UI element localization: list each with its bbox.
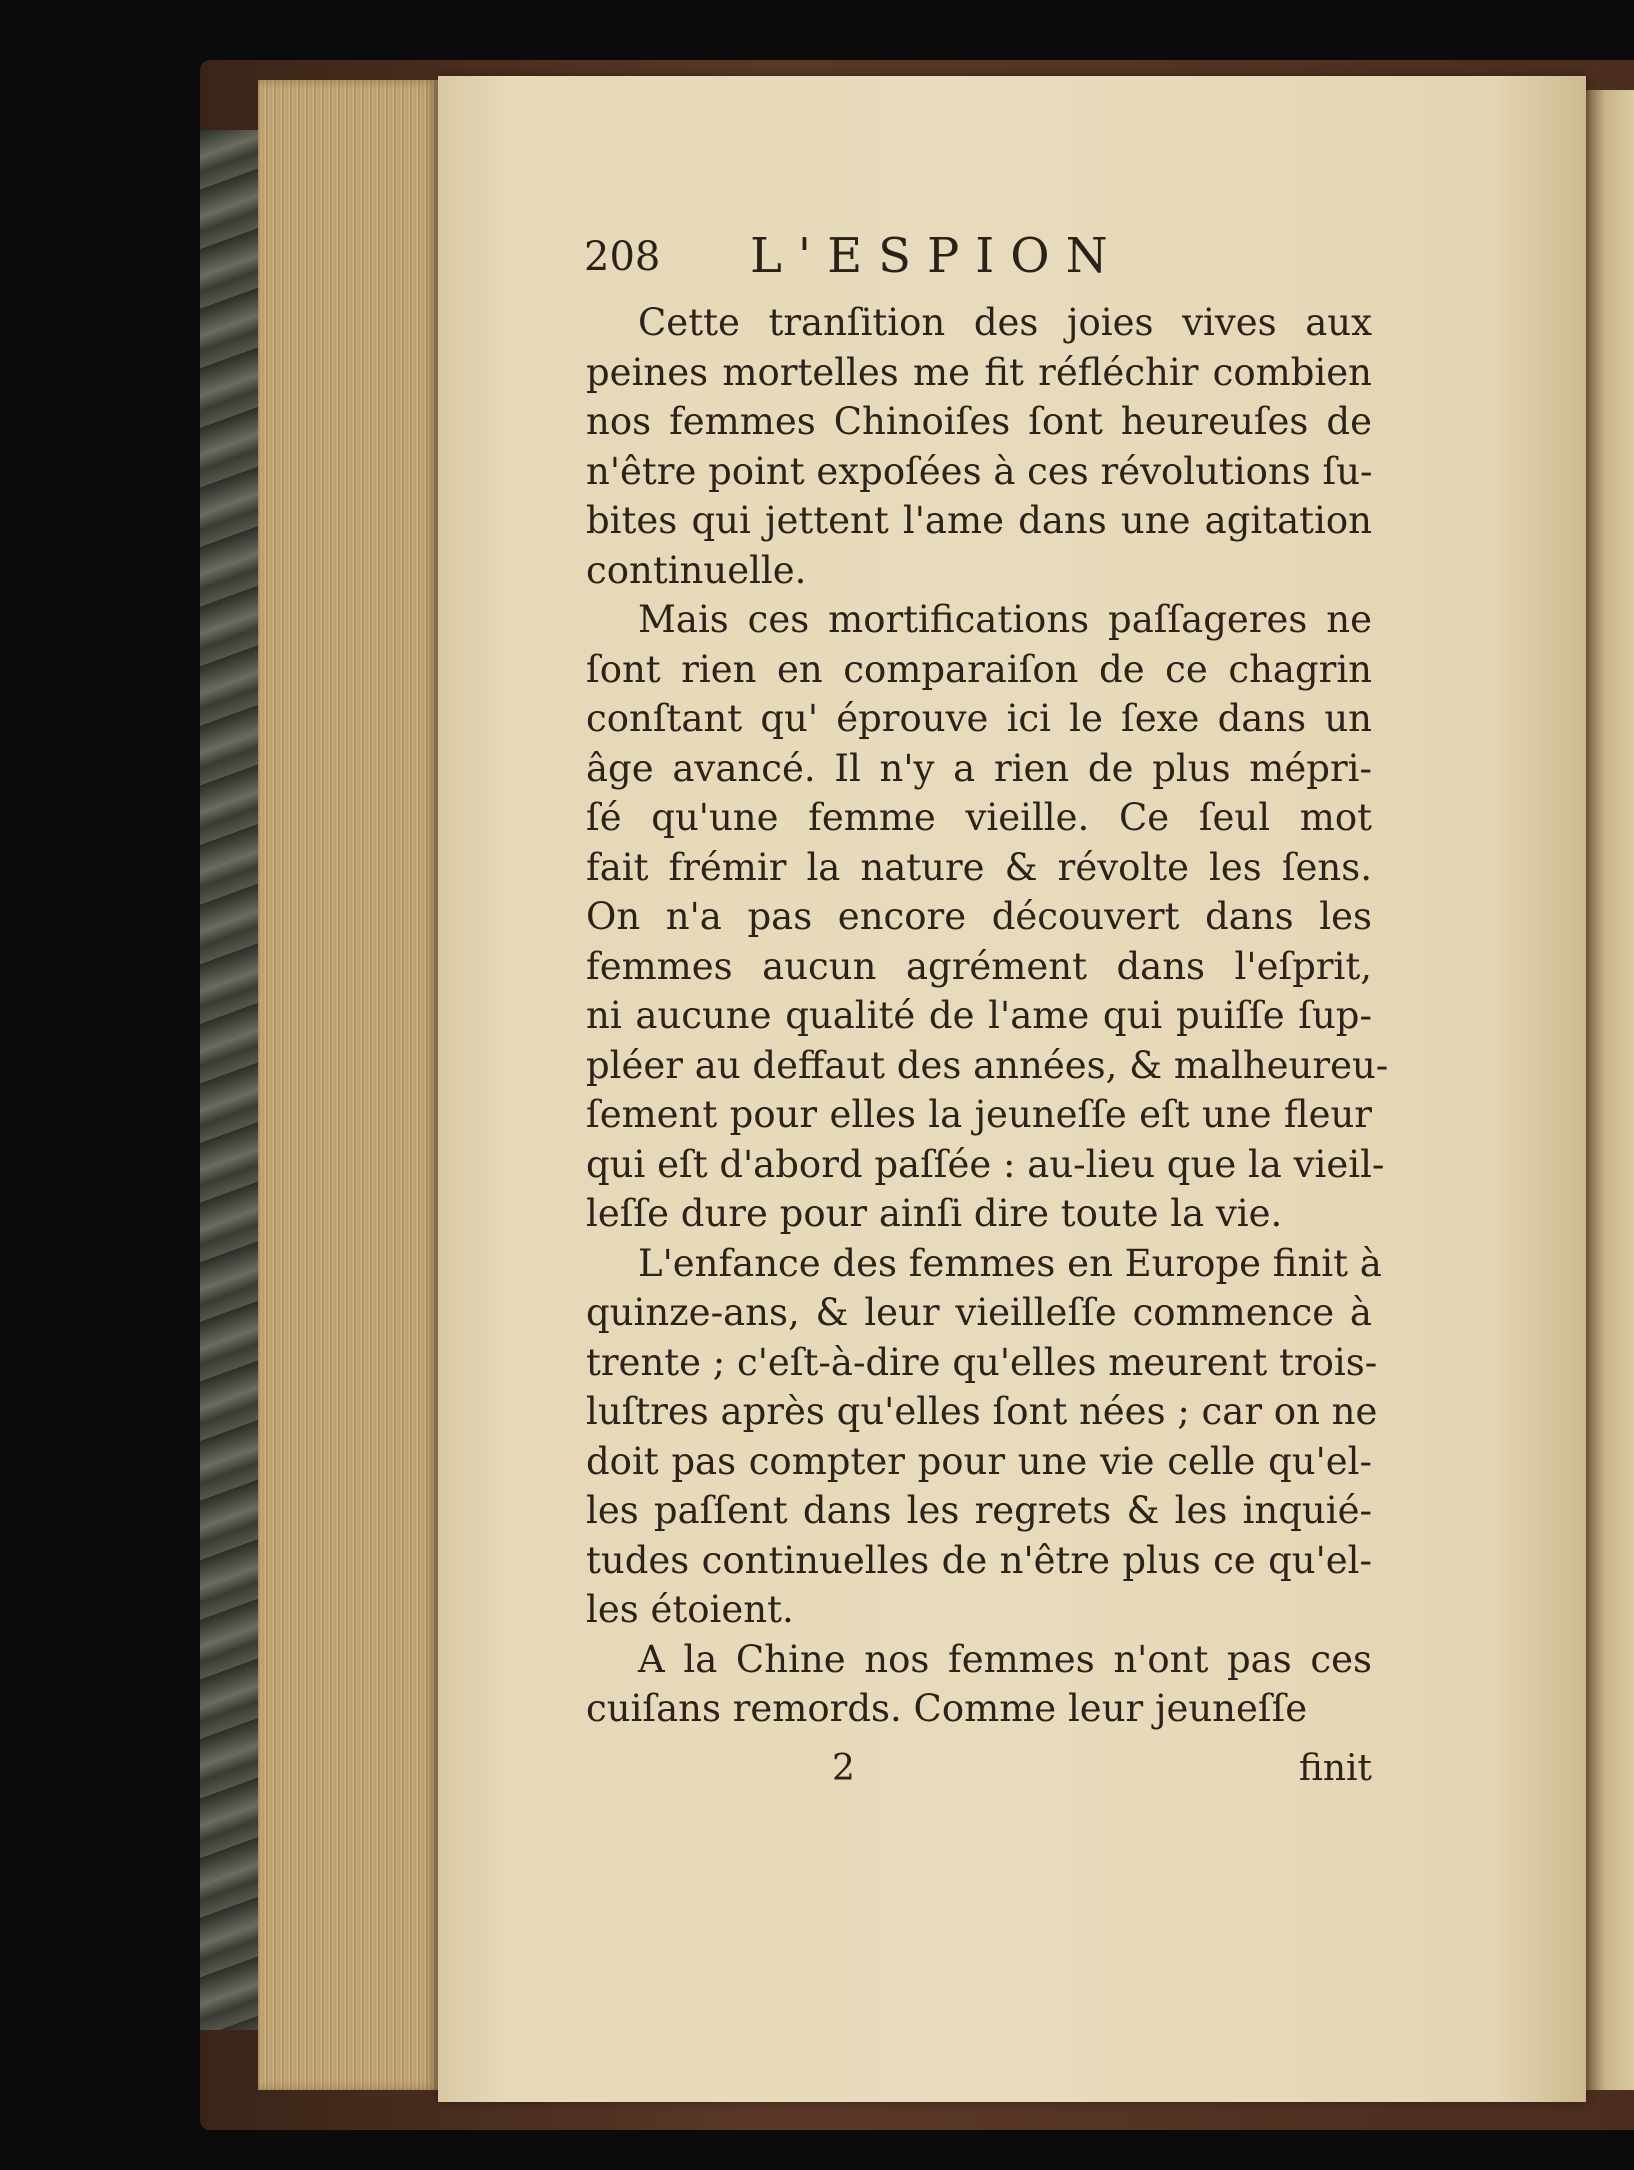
paragraph xyxy=(586,298,1372,595)
text-line: les étoient. xyxy=(586,1588,794,1631)
text-line: conſtant qu' éprouve ici le ſexe dans un xyxy=(586,697,1372,740)
paragraph xyxy=(586,1239,1382,1635)
text-line: luſtres après qu'elles ſont nées ; car on ne xyxy=(586,1390,1378,1433)
text-line: trente ; c'eſt-à-dire qu'elles meurent trois- xyxy=(586,1340,1378,1384)
text-line: peines mortelles me fit réfléchir combien xyxy=(586,350,1372,394)
body-text xyxy=(586,298,1389,1734)
text-line: A la Chine nos femmes n'ont pas ces xyxy=(638,1637,1372,1681)
text-line: fait frémir la nature & révolte les ſens. xyxy=(586,845,1372,889)
paragraph xyxy=(586,595,1389,1239)
text-line: doit pas compter pour une vie celle qu'el- xyxy=(586,1439,1372,1483)
paragraph xyxy=(586,1635,1372,1734)
text-line: pléer au deffaut des années, & malheureu- xyxy=(586,1043,1389,1087)
text-line: cuiſans remords. Comme leur jeuneſſe xyxy=(586,1687,1308,1730)
page-header xyxy=(584,228,1204,298)
text-line: L'enfance des femmes en Europe finit à xyxy=(638,1241,1382,1285)
page-footer xyxy=(586,1748,1372,1798)
text-line: âge avancé. Il n'y a rien de plus mépri- xyxy=(586,746,1372,790)
text-line: quinze-ans, & leur vieilleſſe commence à xyxy=(586,1291,1372,1334)
text-line: nos femmes Chinoiſes ſont heureuſes de xyxy=(586,400,1372,443)
text-line: ſé qu'une femme vieille. Ce ſeul mot xyxy=(586,796,1372,839)
text-line: ſont rien en comparaiſon de ce chagrin xyxy=(586,647,1372,691)
text-line: ni aucune qualité de l'ame qui puiſſe ſup- xyxy=(586,994,1372,1037)
page-edges xyxy=(258,80,438,2090)
signature-mark: 2 xyxy=(832,1748,855,1789)
text-line: les paſſent dans les regrets & les inquié- xyxy=(586,1489,1372,1532)
facing-page-edge xyxy=(1586,90,1634,2090)
catchword: finit xyxy=(1298,1748,1372,1789)
text-line: Cette tranſition des joies vives aux xyxy=(638,301,1372,344)
text-line: n'être point expoſées à ces révolutions ſu- xyxy=(586,449,1373,493)
text-line: qui eſt d'abord paſſée : au-lieu que la vieil- xyxy=(586,1142,1385,1186)
text-line: ſement pour elles la jeuneſſe eſt une fleur xyxy=(586,1093,1372,1136)
text-line: bites qui jettent l'ame dans une agitation xyxy=(586,499,1372,542)
text-line: femmes aucun agrément dans l'eſprit, xyxy=(586,944,1372,988)
text-line: tudes continuelles de n'être plus ce qu'el- xyxy=(586,1538,1372,1582)
running-title: L'ESPION xyxy=(750,228,1124,284)
text-line: On n'a pas encore découvert dans les xyxy=(586,895,1372,938)
page-number: 208 xyxy=(584,234,661,280)
text-line: leſſe dure pour ainſi dire toute la vie. xyxy=(586,1192,1283,1235)
text-line: continuelle. xyxy=(586,548,807,592)
text-line: Mais ces mortifications paſſageres ne xyxy=(638,598,1372,641)
